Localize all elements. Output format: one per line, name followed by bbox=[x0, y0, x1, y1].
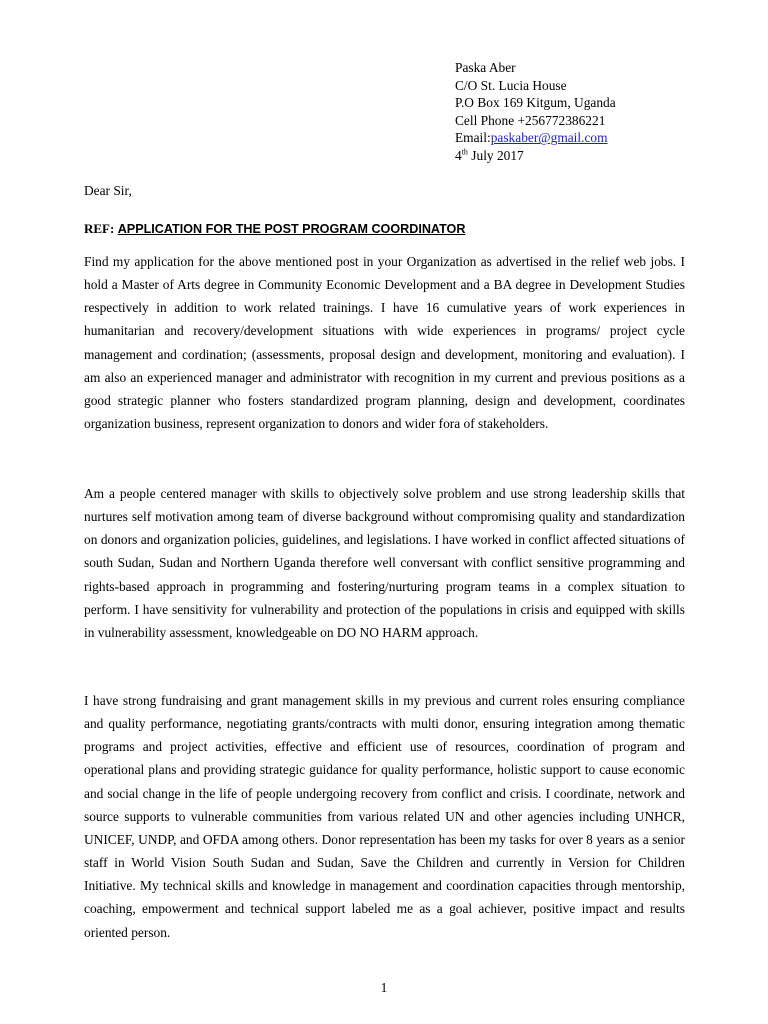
date-rest: July 2017 bbox=[467, 147, 524, 163]
sender-name: Paska Aber bbox=[455, 60, 516, 75]
page-number: 1 bbox=[380, 980, 388, 995]
body-paragraph: Am a people centered manager with skills to objectively solve problem and use strong leadership skills that nurtures self motivation among team of diverse background without compromising quality and standardization on donors and organization policies, guidelines, and legislations. I have worked in conflict affected situations of south Sudan, Sudan and Northern Uganda therefore well conversant with conflict sensitive programming and rights-based approach in programming and fostering/nurturing program teams in a complex situation to perform. I have sensitivity for vulnerability and protection of the populations in crisis and equipped with skills in vulnerability assessment, knowledgeable on DO NO HARM approach. bbox=[84, 486, 685, 640]
ref-title: APPLICATION FOR THE POST PROGRAM COORDINATOR bbox=[117, 222, 466, 236]
email-line bbox=[455, 129, 616, 147]
date-day: 4 bbox=[455, 147, 462, 163]
paragraph-2-block bbox=[84, 482, 685, 644]
email-link[interactable]: paskaber@gmail.com bbox=[490, 130, 608, 146]
date-suffix: th bbox=[461, 147, 468, 157]
paragraph-1-block bbox=[84, 250, 685, 435]
paragraph-3-block bbox=[84, 689, 685, 944]
sender-address-block bbox=[455, 59, 616, 165]
phone-line: Cell Phone +256772386221 bbox=[455, 112, 606, 128]
ref-label: REF: bbox=[84, 221, 115, 236]
email-label: Email: bbox=[455, 130, 491, 146]
address-line-1: C/O St. Lucia House bbox=[455, 77, 567, 93]
salutation: Dear Sir, bbox=[84, 183, 132, 198]
body-paragraph: I have strong fundraising and grant management skills in my previous and current roles ensuring compliance and quality performance, negotiating grants/contracts with multi donor, ensuring integration among thematic programs and project activities, effective and efficient use of resources, coordination of program and operational plans and providing strategic guidance for quality performance, holistic support to cause economic and social change in the life of people undergoing recovery from conflict and crisis. I coordinate, network and source supports to vulnerable communities from various related UN and other agencies including UNHCR, UNICEF, UNDP, and OFDA among others. Donor representation has been my tasks for over 8 years as a senior staff in World Vision South Sudan and Sudan, Save the Children and currently in Version for Children Initiative. My technical skills and knowledge in management and coordination capacities through mentorship, coaching, empowerment and technical support labeled me as a goal achiever, positive impact and results oriented person. bbox=[84, 693, 685, 940]
reference-line bbox=[84, 221, 465, 237]
address-line-2: P.O Box 169 Kitgum, Uganda bbox=[455, 95, 616, 111]
letter-date bbox=[455, 147, 616, 165]
body-paragraph: Find my application for the above mentioned post in your Organization as advertised in the relief web jobs. I hold a Master of Arts degree in Community Economic Development and a BA degree in Development Studies respectively in addition to work related trainings. I have 16 cumulative years of work experiences in humanitarian and recovery/development situations with wide experiences in programs/ project cycle management and cordination; (assessments, proposal design and development, monitoring and evaluation). I am also an experienced manager and administrator with recognition in my current and previous positions as a good strategic planner who fosters standardized program planning, design and development, coordinates organization business, represent organization to donors and wider fora of stakeholders. bbox=[84, 254, 685, 432]
